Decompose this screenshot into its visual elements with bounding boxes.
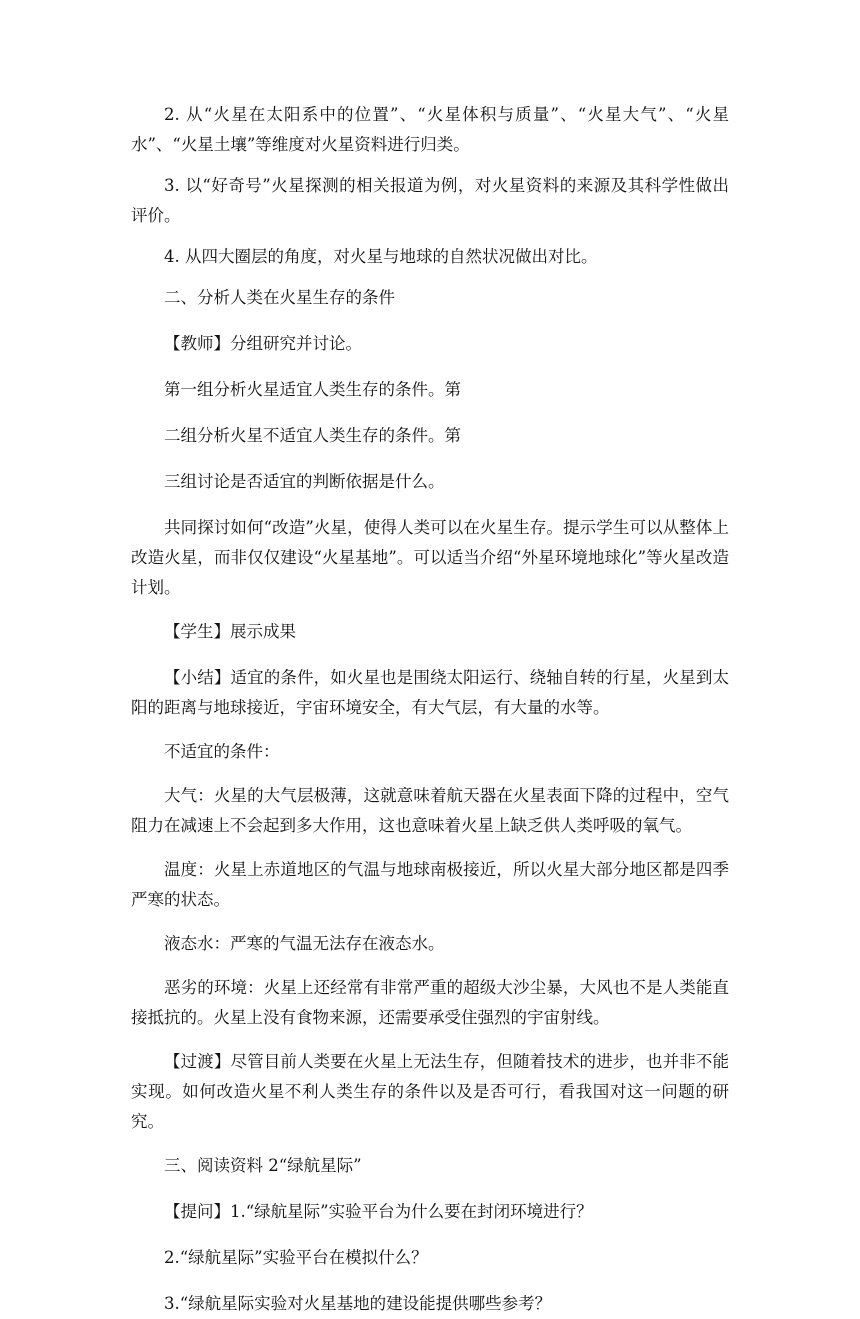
paragraph-summary: 【小结】适宜的条件，如火星也是围绕太阳运行、绕轴自转的行星，火星到太阳的距离与地球接近，宇宙环境安全，有大气层，有大量的水等。 <box>131 668 729 717</box>
section-heading-3: 三、阅读资料 2“绿航星际” <box>164 1156 362 1175</box>
paragraph-group-1: 第一组分析火星适宜人类生存的条件。第 <box>164 380 461 399</box>
paragraph-question-3: 3.“绿航星际实验对火星基地的建设能提供哪些参考？ <box>164 1294 552 1313</box>
paragraph-temperature: 温度：火星上赤道地区的气温与地球南极接近，所以火星大部分地区都是四季严寒的状态。 <box>131 860 729 909</box>
paragraph-question-1: 【提问】1.“绿航星际”实验平台为什么要在封闭环境进行？ <box>164 1202 593 1221</box>
paragraph-classify-mars-data: 2. 从“火星在太阳系中的位置”、“火星体积与质量”、“火星大气”、“火星水”、“火星土壤”等维度对火星资料进行归类。 <box>131 105 729 154</box>
paragraph-transform-mars: 共同探讨如何“改造”火星，使得人类可以在火星生存。提示学生可以从整体上改造火星，而非仅仅建设“火星基地”。可以适当介绍“外星环境地球化”等火星改造计划。 <box>131 518 729 597</box>
paragraph-student: 【学生】展示成果 <box>164 622 296 641</box>
paragraph-group-3: 三组讨论是否适宜的判断依据是什么。 <box>164 472 445 491</box>
paragraph-harsh-environment: 恶劣的环境：火星上还经常有非常严重的超级大沙尘暴，大风也不是人类能直接抵抗的。火星上没有食物来源，还需要承受住强烈的宇宙射线。 <box>131 978 729 1027</box>
paragraph-atmosphere: 大气：火星的大气层极薄，这就意味着航天器在火星表面下降的过程中，空气阻力在减速上不会起到多大作用，这也意味着火星上缺乏供人类呼吸的氧气。 <box>131 786 729 835</box>
section-heading-2: 二、分析人类在火星生存的条件 <box>164 288 395 307</box>
paragraph-unsuitable: 不适宜的条件： <box>164 742 280 761</box>
paragraph-compare-spheres: 4. 从四大圈层的角度，对火星与地球的自然状况做出对比。 <box>164 247 598 266</box>
document-page <box>131 100 729 1319</box>
paragraph-teacher: 【教师】分组研究并讨论。 <box>164 334 362 353</box>
paragraph-liquid-water: 液态水：严寒的气温无法存在液态水。 <box>164 934 445 953</box>
paragraph-evaluate-curiosity: 3. 以“好奇号”火星探测的相关报道为例，对火星资料的来源及其科学性做出评价。 <box>131 176 729 225</box>
paragraph-question-2: 2.“绿航星际”实验平台在模拟什么？ <box>164 1248 428 1267</box>
paragraph-transition: 【过渡】尽管目前人类要在火星上无法生存，但随着技术的进步，也并非不能实现。如何改造火星不利人类生存的条件以及是否可行，看我国对这一问题的研究。 <box>131 1052 729 1131</box>
paragraph-group-2: 二组分析火星不适宜人类生存的条件。第 <box>164 426 461 445</box>
